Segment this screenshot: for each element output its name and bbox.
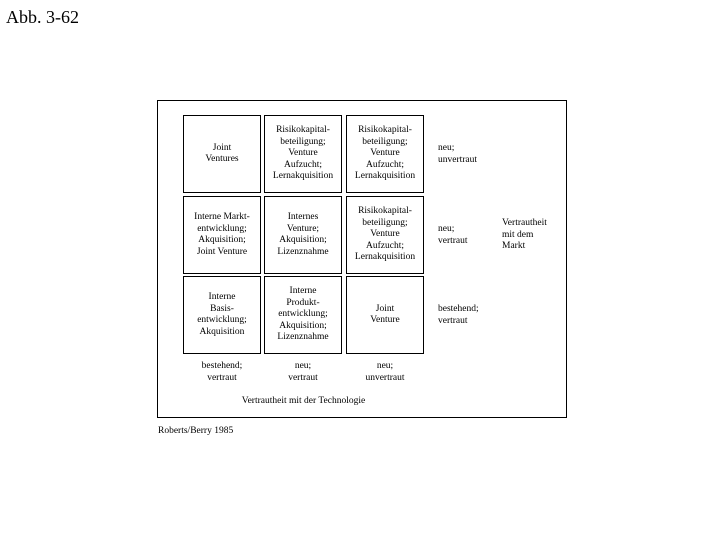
column-label: bestehend; vertraut bbox=[201, 361, 243, 383]
matrix-cell: Risikokapital- beteiligung; Venture Aufzucht; Lernakquisition bbox=[346, 196, 424, 274]
slide-title: Abb. 3-62 bbox=[6, 7, 79, 27]
matrix-cell: Interne Basis- entwicklung; Akquisition bbox=[183, 276, 261, 354]
column-label: neu; unvertraut bbox=[365, 361, 405, 383]
matrix-cell: Joint Venture bbox=[346, 276, 424, 354]
matrix-cell: Joint Ventures bbox=[183, 115, 261, 193]
row-label: neu; unvertraut bbox=[438, 143, 478, 165]
matrix-cell: Interne Produkt- entwicklung; Akquisition; Lizenznahme bbox=[264, 276, 342, 354]
matrix-cell: Internes Venture; Akquisition; Lizenznahme bbox=[264, 196, 342, 274]
source-note: Roberts/Berry 1985 bbox=[158, 426, 234, 436]
y-axis-title: Vertrautheit mit dem Markt bbox=[502, 218, 547, 251]
x-axis-title: Vertrautheit mit der Technologie bbox=[241, 396, 366, 406]
matrix-cell: Risikokapital- beteiligung; Venture Aufzucht; Lernakquisition bbox=[346, 115, 424, 193]
row-label: bestehend; vertraut bbox=[438, 304, 479, 326]
column-label: neu; vertraut bbox=[288, 361, 318, 383]
row-label: neu; vertraut bbox=[438, 224, 468, 246]
matrix-cell: Risikokapital- beteiligung; Venture Aufzucht; Lernakquisition bbox=[264, 115, 342, 193]
matrix-cell: Interne Markt- entwicklung; Akquisition; Joint Venture bbox=[183, 196, 261, 274]
